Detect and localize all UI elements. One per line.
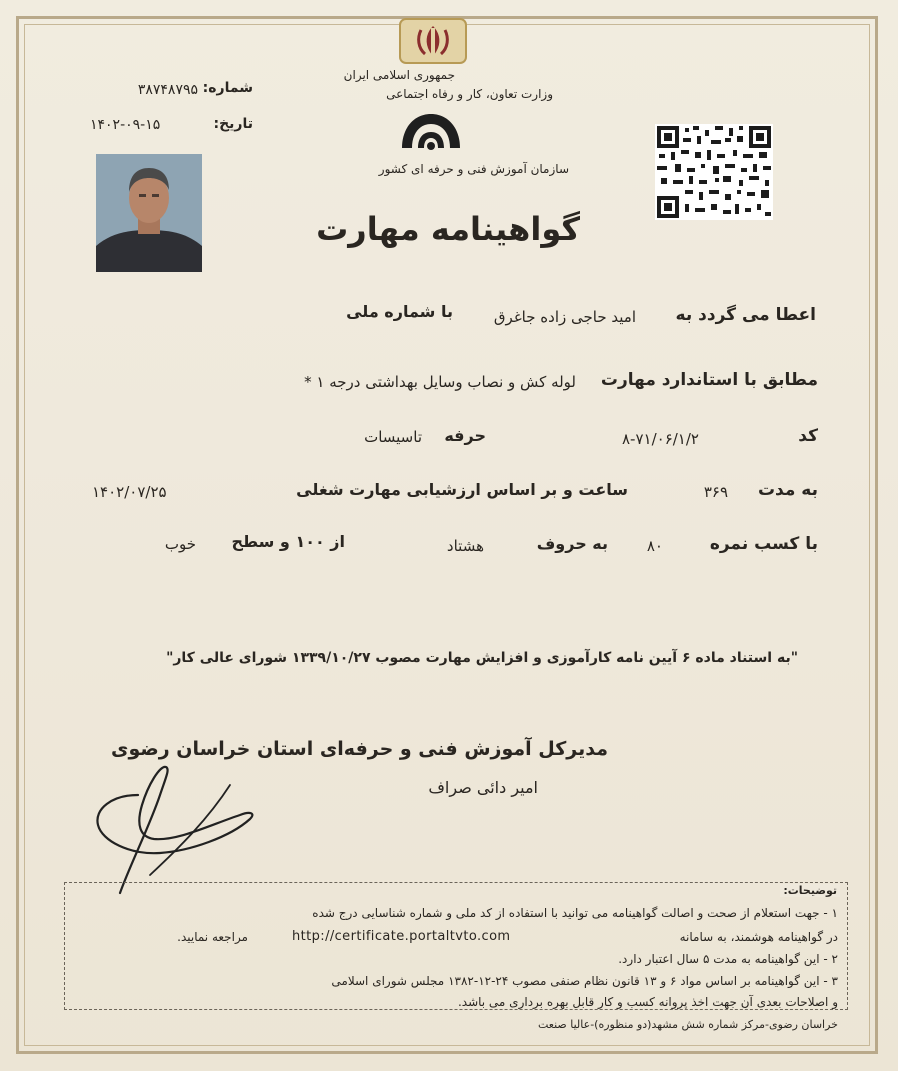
notes-heading: توضیحات: bbox=[780, 884, 840, 897]
signatory-name: امیر دائی صراف bbox=[428, 778, 538, 797]
note-line-2-prefix: در گواهینامه هوشمند، به سامانه bbox=[679, 930, 838, 944]
standard-label: مطابق با استاندارد مهارت bbox=[600, 370, 818, 390]
number-value: ۳۸۷۴۸۷۹۵ bbox=[137, 82, 198, 98]
note-line-5: و اصلاحات بعدی آن جهت اخذ پروانه کسب و کار قابل بهره برداری می باشد. bbox=[457, 995, 838, 1009]
standard-value: لوله کش و نصاب وسایل بهداشتی درجه ۱ * bbox=[304, 373, 576, 391]
signature bbox=[90, 755, 260, 895]
date-label: تاریخ: bbox=[213, 116, 253, 132]
verification-url: http://certificate.portaltvto.com bbox=[292, 929, 511, 944]
code-label: کد bbox=[798, 426, 818, 446]
trade-value: تاسیسات bbox=[364, 428, 422, 446]
note-line-4: ۳ - این گواهینامه بر اساس مواد ۶ و ۱۳ قانون نظام صنفی مصوب ۲۴-۱۲-۱۳۸۲ مجلس شورای اسلامی bbox=[331, 974, 838, 988]
footer-center: خراسان رضوی-مرکز شماره شش مشهد(دو منظوره)-عالیا صنعت bbox=[538, 1018, 838, 1031]
note-line-1: ۱ - جهت استعلام از صحت و اصالت گواهینامه می توانید با استفاده از کد ملی و شماره شناسایی درج شده bbox=[312, 906, 838, 920]
national-id-label: با شماره ملی bbox=[346, 302, 453, 321]
words-label: به حروف bbox=[536, 534, 608, 553]
country-name: جمهوری اسلامی ایران bbox=[343, 68, 455, 82]
organization-name: سازمان آموزش فنی و حرفه ای کشور bbox=[378, 162, 569, 176]
legal-note: "به استناد ماده ۶ آیین نامه کارآموزی و افزایش مهارت مصوب ۱۳۳۹/۱۰/۲۷ شورای عالی کار" bbox=[166, 650, 798, 666]
level-value: خوب bbox=[164, 535, 196, 553]
tvto-logo-icon bbox=[400, 108, 462, 154]
ministry-name: وزارت تعاون، کار و رفاه اجتماعی bbox=[386, 87, 553, 101]
score-value: ۸۰ bbox=[646, 537, 663, 555]
iran-emblem-icon bbox=[399, 18, 467, 64]
note-line-3: ۲ - این گواهینامه به مدت ۵ سال اعتبار دارد. bbox=[618, 952, 838, 966]
note-line-2-suffix: مراجعه نمایید. bbox=[177, 930, 248, 944]
holder-photo bbox=[96, 154, 202, 272]
evaluation-date: ۱۴۰۲/۰۷/۲۵ bbox=[92, 483, 167, 501]
duration-label: به مدت bbox=[757, 480, 818, 500]
duration-value: ۳۶۹ bbox=[703, 483, 728, 501]
outof-label: از ۱۰۰ و سطح bbox=[231, 532, 345, 551]
trade-label: حرفه bbox=[444, 426, 486, 445]
signatory-title: مدیرکل آموزش فنی و حرفه‌ای استان خراسان رضوی bbox=[111, 738, 608, 760]
grant-label: اعطا می گردد به bbox=[675, 305, 816, 325]
hours-label: ساعت و بر اساس ارزشیابی مهارت شغلی bbox=[296, 480, 628, 499]
grant-name: امید حاجی زاده جاغرق bbox=[493, 308, 636, 326]
qr-code-icon bbox=[655, 124, 773, 220]
code-value: ۸-۷۱/۰۶/۱/۲ bbox=[622, 430, 699, 448]
words-value: هشتاد bbox=[446, 537, 484, 555]
certificate-title: گواهینامه مهارت bbox=[316, 210, 580, 248]
number-label: شماره: bbox=[202, 80, 253, 96]
score-label: با کسب نمره bbox=[709, 534, 818, 554]
notes-box bbox=[64, 882, 848, 1010]
date-value: ۱۴۰۲-۰۹-۱۵ bbox=[90, 117, 161, 133]
